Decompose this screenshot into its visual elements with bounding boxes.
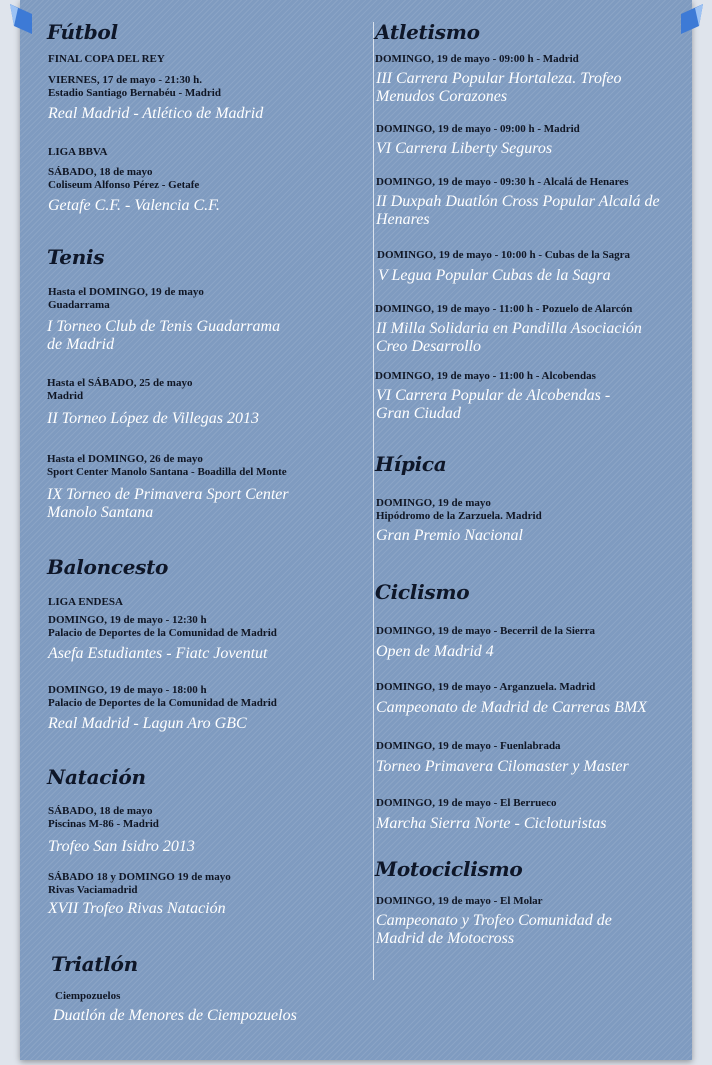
event-title: Campeonato y Trofeo Comunidad de [376,912,612,929]
meta-line: DOMINGO, 19 de mayo [376,497,491,509]
column-divider [373,22,374,980]
event-title: Gran Premio Nacional [376,527,523,544]
event-title: II Duxpah Duatlón Cross Popular Alcalá de [376,193,660,210]
event-title: I Torneo Club de Tenis Guadarrama [47,318,281,335]
event-title: VI Carrera Popular de Alcobendas - [376,387,611,404]
event-title: Open de Madrid 4 [376,643,494,660]
meta-line: Madrid [47,390,84,402]
meta-line: LIGA ENDESA [48,596,123,608]
meta-line: DOMINGO, 19 de mayo - 09:00 h - Madrid [376,123,580,135]
meta-line: Hasta el DOMINGO, 26 de mayo [47,453,203,465]
event-title: Manolo Santana [47,504,154,521]
meta-line: DOMINGO, 19 de mayo - Becerril de la Sierra [376,625,596,637]
event-title: Trofeo San Isidro 2013 [48,838,195,855]
event-title: XVII Trofeo Rivas Natación [48,900,226,917]
meta-line: FINAL COPA DEL REY [48,53,165,65]
event-title: Torneo Primavera Cilomaster y Master [376,758,629,775]
event-title: Getafe C.F. - Valencia C.F. [48,197,220,214]
meta-line: DOMINGO, 19 de mayo - El Molar [376,895,543,907]
heading-atletismo: Atletismo [375,20,480,44]
meta-line: Sport Center Manolo Santana - Boadilla del Monte [47,466,287,478]
heading-tenis: Tenis [47,245,105,269]
event-title: Madrid de Motocross [376,930,515,947]
event-title: Asefa Estudiantes - Fiatc Joventut [48,645,268,662]
event-title: II Milla Solidaria en Pandilla Asociación [376,320,642,337]
event-title: Real Madrid - Atlético de Madrid [48,105,264,122]
meta-line: Palacio de Deportes de la Comunidad de Madrid [48,627,277,639]
meta-line: DOMINGO, 19 de mayo - 11:00 h - Pozuelo de Alarcón [375,303,633,315]
heading-futbol: Fútbol [47,20,118,44]
meta-line: Hasta el SÁBADO, 25 de mayo [47,377,193,389]
heading-baloncesto: Baloncesto [47,555,169,579]
meta-line: Piscinas M-86 - Madrid [48,818,159,830]
meta-line: Estadio Santiago Bernabéu - Madrid [48,87,221,99]
meta-line: DOMINGO, 19 de mayo - 10:00 h - Cubas de la Sagra [377,249,631,261]
event-title: III Carrera Popular Hortaleza. Trofeo [376,70,622,87]
heading-ciclismo: Ciclismo [375,580,470,604]
event-title: Menudos Corazones [376,88,508,105]
event-title: Marcha Sierra Norte - Cicloturistas [376,815,607,832]
meta-line: SÁBADO 18 y DOMINGO 19 de mayo [48,871,231,883]
event-title: Creo Desarrollo [376,338,482,355]
meta-line: SÁBADO, 18 de mayo [48,166,153,178]
meta-line: Ciempozuelos [55,990,121,1002]
meta-line: VIERNES, 17 de mayo - 21:30 h. [48,74,203,86]
meta-line: DOMINGO, 19 de mayo - 18:00 h [48,684,207,696]
event-title: IX Torneo de Primavera Sport Center [47,486,289,503]
meta-line: DOMINGO, 19 de mayo - Arganzuela. Madrid [376,681,596,693]
heading-hipica: Hípica [375,452,447,476]
heading-triatlon: Triatlón [51,952,138,976]
meta-line: DOMINGO, 19 de mayo - 12:30 h [48,614,207,626]
event-title: Campeonato de Madrid de Carreras BMX [376,699,647,716]
heading-motociclismo: Motociclismo [375,857,523,881]
meta-line: Guadarrama [48,299,110,311]
event-title: V Legua Popular Cubas de la Sagra [378,267,611,284]
event-title: de Madrid [47,336,115,353]
meta-line: Coliseum Alfonso Pérez - Getafe [48,179,200,191]
meta-line: Rivas Vaciamadrid [48,884,138,896]
event-title: Henares [376,211,430,228]
meta-line: DOMINGO, 19 de mayo - 09:30 h - Alcalá de Henares [376,176,629,188]
meta-line: Hasta el DOMINGO, 19 de mayo [48,286,204,298]
event-title: VI Carrera Liberty Seguros [376,140,553,157]
meta-line: DOMINGO, 19 de mayo - Fuenlabrada [376,740,561,752]
event-title: Real Madrid - Lagun Aro GBC [48,715,247,732]
page-corner-left-icon [10,4,32,34]
event-title: Gran Ciudad [376,405,461,422]
event-title: Duatlón de Menores de Ciempozuelos [53,1007,297,1024]
meta-line: DOMINGO, 19 de mayo - 11:00 h - Alcobendas [375,370,596,382]
meta-line: DOMINGO, 19 de mayo - El Berrueco [376,797,557,809]
meta-line: SÁBADO, 18 de mayo [48,805,153,817]
heading-natacion: Natación [47,765,146,789]
event-title: II Torneo López de Villegas 2013 [47,410,259,427]
meta-line: Hipódromo de la Zarzuela. Madrid [376,510,542,522]
page-corner-right-icon [681,4,703,34]
meta-line: LIGA BBVA [48,146,108,158]
meta-line: DOMINGO, 19 de mayo - 09:00 h - Madrid [375,53,579,65]
meta-line: Palacio de Deportes de la Comunidad de Madrid [48,697,277,709]
